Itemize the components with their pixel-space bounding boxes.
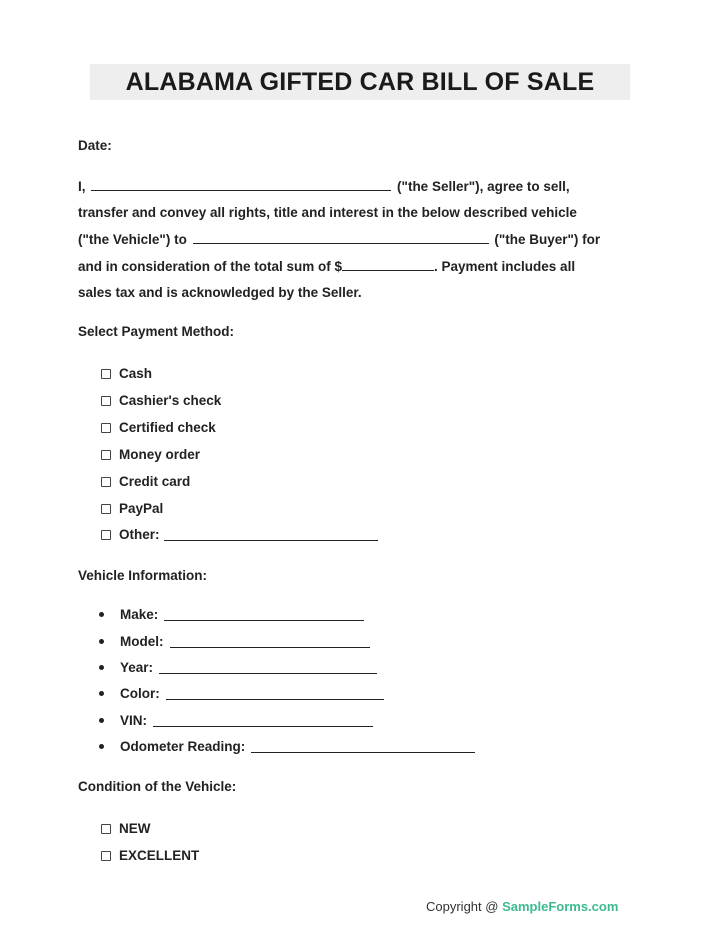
paragraph-line-1	[78, 178, 570, 194]
field-label: VIN:	[120, 713, 147, 728]
payment-option-cash[interactable]	[101, 366, 152, 381]
year-input[interactable]	[159, 661, 377, 674]
vehicle-field-odometer	[99, 739, 477, 754]
brand-link[interactable]: SampleForms.com	[502, 899, 619, 914]
bullet-icon	[99, 612, 104, 617]
payment-option-cashiers-check[interactable]	[101, 393, 221, 408]
condition-option-excellent[interactable]	[101, 848, 199, 863]
seller-name-field[interactable]	[91, 178, 391, 191]
payment-option-paypal[interactable]	[101, 501, 163, 516]
document-title: ALABAMA GIFTED CAR BILL OF SALE	[90, 64, 630, 100]
bullet-icon	[99, 691, 104, 696]
bullet-icon	[99, 665, 104, 670]
vehicle-field-model	[99, 634, 372, 649]
field-label: Make:	[120, 607, 159, 622]
total-sum-field[interactable]	[342, 258, 434, 271]
buyer-name-field[interactable]	[193, 231, 489, 244]
checkbox-icon[interactable]	[101, 851, 111, 861]
vehicle-field-year	[99, 660, 379, 675]
date-label: Date:	[78, 138, 112, 153]
checkbox-icon[interactable]	[101, 396, 111, 406]
paragraph-text: I,	[78, 179, 86, 194]
payment-option-credit-card[interactable]	[101, 474, 190, 489]
checkbox-icon[interactable]	[101, 504, 111, 514]
checkbox-icon[interactable]	[101, 423, 111, 433]
checkbox-icon[interactable]	[101, 369, 111, 379]
bullet-icon	[99, 639, 104, 644]
vehicle-info-heading: Vehicle Information:	[78, 568, 208, 583]
model-input[interactable]	[170, 635, 370, 648]
paragraph-line-2: transfer and convey all rights, title and interest in the below described vehicle	[78, 205, 577, 220]
checkbox-icon[interactable]	[101, 530, 111, 540]
vin-input[interactable]	[153, 714, 373, 727]
option-label: Money order	[119, 447, 201, 462]
paragraph-line-3	[78, 231, 600, 247]
vehicle-field-vin	[99, 713, 375, 728]
field-label: Year:	[120, 660, 154, 675]
option-label: NEW	[119, 821, 151, 836]
paragraph-text: and in consideration of the total sum of $	[78, 259, 343, 274]
paragraph-line-4	[78, 258, 575, 274]
option-label: Credit card	[119, 474, 191, 489]
vehicle-field-make	[99, 607, 366, 622]
other-payment-field[interactable]	[164, 528, 378, 541]
checkbox-icon[interactable]	[101, 824, 111, 834]
vehicle-field-color	[99, 686, 386, 701]
checkbox-icon[interactable]	[101, 450, 111, 460]
option-label: Other:	[119, 527, 160, 542]
condition-heading: Condition of the Vehicle:	[78, 779, 237, 794]
field-label: Odometer Reading:	[120, 739, 246, 754]
option-label: Certified check	[119, 420, 216, 435]
payment-method-heading: Select Payment Method:	[78, 324, 235, 339]
condition-option-new[interactable]	[101, 821, 151, 836]
field-label: Model:	[120, 634, 164, 649]
paragraph-text: ("the Vehicle") to	[78, 232, 187, 247]
field-label: Color:	[120, 686, 160, 701]
option-label: PayPal	[119, 501, 164, 516]
option-label: Cash	[119, 366, 153, 381]
paragraph-text: . Payment includes all	[434, 259, 576, 274]
make-input[interactable]	[164, 608, 364, 621]
copyright-footer	[426, 899, 618, 914]
payment-option-other[interactable]	[101, 527, 380, 542]
option-label: Cashier's check	[119, 393, 222, 408]
payment-option-certified-check[interactable]	[101, 420, 216, 435]
payment-option-money-order[interactable]	[101, 447, 200, 462]
odometer-input[interactable]	[251, 740, 475, 753]
paragraph-text: ("the Buyer") for	[494, 232, 601, 247]
checkbox-icon[interactable]	[101, 477, 111, 487]
copyright-text: Copyright @	[426, 899, 499, 914]
bullet-icon	[99, 744, 104, 749]
bullet-icon	[99, 718, 104, 723]
option-label: EXCELLENT	[119, 848, 200, 863]
paragraph-line-5: sales tax and is acknowledged by the Seller.	[78, 285, 362, 300]
paragraph-text: ("the Seller"), agree to sell,	[397, 179, 570, 194]
color-input[interactable]	[166, 687, 384, 700]
